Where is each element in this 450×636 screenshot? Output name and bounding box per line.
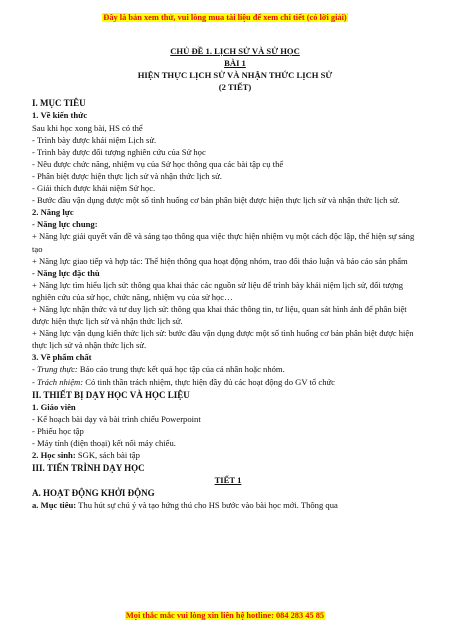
- item-text: Thu hút sự chú ý và tạo hứng thú cho HS bước vào bài học mới. Thông qua: [76, 500, 338, 511]
- list-item: - Trình bày được khái niệm Lịch sử.: [32, 134, 157, 145]
- list-item: + Năng lực vận dụng kiến thức lịch sử: bước đầu vận dụng được một số tình huống cơ bản phân biệt được hiện thực lịch sử và nhận thức lịch sử.: [32, 328, 414, 351]
- hotline-banner: Mọi thắc mắc vui lòng xin liên hệ hotline: 084 283 45 85: [125, 611, 325, 620]
- item-label: - Trách nhiệm:: [32, 376, 84, 387]
- list-item: - Máy tính (điện thoại) kết nối máy chiếu.: [32, 438, 176, 448]
- item-text: SGK, sách bài tập: [75, 450, 140, 461]
- list-item: - Kế hoạch bài dạy và bài trình chiếu Powerpoint: [32, 413, 201, 424]
- list-item: + Năng lực giải quyết vấn đề và sáng tạo thông qua việc thực hiện nhiệm vụ một cách độc lập, thể hiện sự sáng tạo: [32, 231, 415, 254]
- subheading-nang-luc-dac-thu: - Năng lực đặc thù: [32, 267, 100, 278]
- list-item: - Bước đầu vận dụng được một số tình huống cơ bản phân biệt được hiện thực lịch sử và nhận thức lịch sử.: [32, 195, 400, 206]
- list-item: [32, 363, 424, 375]
- item-label: - Trung thực:: [32, 364, 78, 375]
- subheading-kien-thuc: 1. Về kiến thức: [32, 110, 88, 121]
- document-body: [32, 45, 424, 512]
- section-heading-muc-tieu: I. MỤC TIÊU: [32, 98, 86, 109]
- activity-heading: A. HOẠT ĐỘNG KHỞI ĐỘNG: [32, 488, 155, 499]
- list-item: + Năng lực tìm hiểu lịch sử: thông qua khai thác các nguồn sử liệu để trình bày khái niệm lịch sử, đối tượng nghiên cứu của sử học, chức năng, nhiệm vụ của sử học…: [32, 279, 404, 302]
- item-label: a. Mục tiêu:: [32, 500, 77, 511]
- list-item: [32, 376, 424, 388]
- list-item: - Phiếu học tập: [32, 425, 84, 436]
- list-item: + Năng lực giao tiếp và hợp tác: Thể hiện thông qua hoạt động nhóm, trao đổi thảo luận và báo cáo sản phẩm: [32, 255, 408, 266]
- hoc-sinh-line: [32, 449, 424, 461]
- lesson-title: HIỆN THỰC LỊCH SỬ VÀ NHẬN THỨC LỊCH SỬ: [137, 70, 333, 81]
- subheading-nang-luc-chung: - Năng lực chung:: [32, 219, 98, 230]
- bai-title: BÀI 1: [224, 58, 246, 69]
- list-item: - Giải thích được khái niệm Sử học.: [32, 183, 156, 194]
- list-item: - Trình bày được đối tượng nghiên cứu của Sử học: [32, 146, 206, 157]
- preview-banner: Đây là bản xem thử, vui lòng mua tài liệu để xem chi tiết (có lời giải): [103, 13, 347, 22]
- tiet-heading: TIẾT 1: [214, 475, 242, 486]
- muc-tieu-line: [32, 499, 424, 511]
- list-item: - Phân biệt được hiện thực lịch sử và nhận thức lịch sử.: [32, 170, 222, 181]
- section-heading-thiet-bi: II. THIẾT BỊ DẠY HỌC VÀ HỌC LIỆU: [32, 389, 190, 400]
- lesson-duration: (2 TIẾT): [218, 82, 252, 93]
- item-text: Báo cáo trung thực kết quả học tập của cá nhân hoặc nhóm.: [77, 364, 285, 375]
- list-item: - Nêu được chức năng, nhiệm vụ của Sử học thông qua các bài tập cụ thể: [32, 158, 284, 169]
- subheading-nang-luc: 2. Năng lực: [32, 207, 74, 218]
- subheading-pham-chat: 3. Về phẩm chất: [32, 352, 92, 363]
- item-label: 2. Học sinh:: [32, 450, 76, 461]
- chu-de-title: CHỦ ĐỀ 1. LỊCH SỬ VÀ SỬ HỌC: [170, 46, 300, 56]
- subheading-giao-vien: 1. Giáo viên: [32, 401, 76, 412]
- list-item: + Năng lực nhận thức và tư duy lịch sử: thông qua khai thác thông tin, tư liệu, quan sát hình ảnh để phân biệt được hiện thực lịch sử và nhận thức lịch sử.: [32, 303, 407, 327]
- item-text: Có tinh thần trách nhiệm, thực hiện đầy đủ các hoạt động do GV tổ chức: [83, 376, 335, 387]
- section-heading-tien-trinh: III. TIẾN TRÌNH DẠY HỌC: [32, 463, 145, 474]
- intro-text: Sau khi học xong bài, HS có thể: [32, 122, 143, 133]
